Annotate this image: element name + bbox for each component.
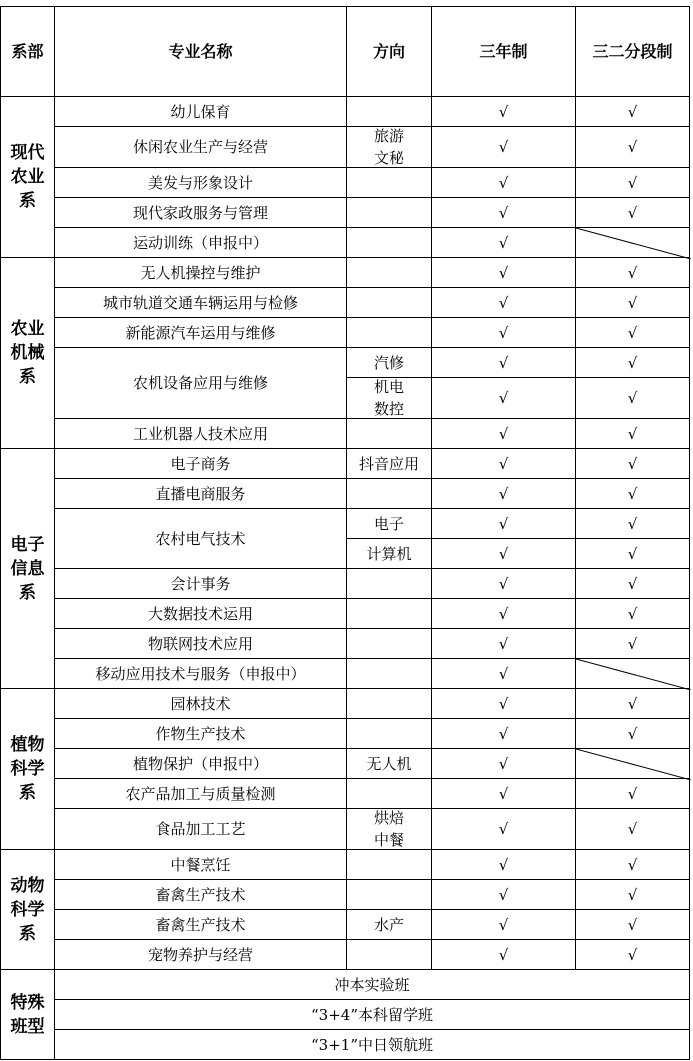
major-name: 电子商务: [54, 448, 347, 479]
three-year-check: √: [431, 347, 576, 378]
special-class-row: 冲本实验班: [54, 969, 690, 1000]
three-year-check: √: [431, 478, 576, 509]
three-two-check: √: [575, 377, 690, 419]
three-two-check: √: [575, 508, 690, 539]
major-name: 美发与形象设计: [54, 167, 347, 198]
dept-cell: 特殊 班型: [0, 969, 55, 1060]
direction-cell: [346, 658, 432, 689]
three-year-check: √: [431, 257, 576, 288]
three-year-check: √: [431, 418, 576, 449]
direction-cell: [346, 688, 432, 719]
three-two-check: √: [575, 598, 690, 629]
direction-cell: [346, 167, 432, 198]
three-two-na-cell: [575, 227, 690, 258]
three-year-check: √: [431, 538, 576, 569]
major-name: 宠物养护与经营: [54, 939, 347, 970]
dept-cell: 现代 农业 系: [0, 96, 55, 258]
major-name: 休闲农业生产与经营: [54, 126, 347, 168]
header-three-two: 三二分段制: [575, 6, 690, 97]
major-name: 现代家政服务与管理: [54, 197, 347, 228]
three-two-check: √: [575, 418, 690, 449]
three-year-check: √: [431, 718, 576, 749]
direction-cell: [346, 778, 432, 809]
three-two-check: √: [575, 538, 690, 569]
three-year-check: √: [431, 508, 576, 539]
three-year-check: √: [431, 317, 576, 348]
direction-cell: 汽修: [346, 347, 432, 378]
three-two-check: √: [575, 688, 690, 719]
three-year-check: √: [431, 778, 576, 809]
direction-cell: [346, 257, 432, 288]
direction-cell: 电子: [346, 508, 432, 539]
major-name: 新能源汽车运用与维修: [54, 317, 347, 348]
major-name: 植物保护（申报中）: [54, 748, 347, 779]
major-name: 幼儿保育: [54, 96, 347, 127]
three-year-check: √: [431, 688, 576, 719]
three-two-check: √: [575, 478, 690, 509]
three-year-check: √: [431, 227, 576, 258]
diagonal-slash: [576, 749, 691, 780]
major-name: 农产品加工与质量检测: [54, 778, 347, 809]
three-year-check: √: [431, 568, 576, 599]
dept-cell: 农业 机械 系: [0, 257, 55, 449]
three-two-na-cell: [575, 658, 690, 689]
direction-cell: [346, 96, 432, 127]
major-name: 移动应用技术与服务（申报中）: [54, 658, 347, 689]
direction-cell: 机电 数控: [346, 377, 432, 419]
three-year-check: √: [431, 126, 576, 168]
three-two-check: √: [575, 448, 690, 479]
three-two-check: √: [575, 628, 690, 659]
major-name: 运动训练（申报中）: [54, 227, 347, 258]
header-major: 专业名称: [54, 6, 347, 97]
direction-cell: 旅游 文秘: [346, 126, 432, 168]
major-name: 会计事务: [54, 568, 347, 599]
major-name: 食品加工工艺: [54, 808, 347, 850]
direction-cell: 水产: [346, 909, 432, 940]
direction-cell: [346, 598, 432, 629]
header-three-year: 三年制: [431, 6, 576, 97]
direction-cell: [346, 628, 432, 659]
direction-cell: [346, 849, 432, 880]
direction-cell: 计算机: [346, 538, 432, 569]
three-two-check: √: [575, 849, 690, 880]
major-name: 工业机器人技术应用: [54, 418, 347, 449]
direction-cell: [346, 317, 432, 348]
direction-cell: 无人机: [346, 748, 432, 779]
three-two-check: √: [575, 257, 690, 288]
major-name: 农机设备应用与维修: [54, 347, 347, 419]
three-year-check: √: [431, 808, 576, 850]
direction-cell: [346, 718, 432, 749]
three-two-na-cell: [575, 748, 690, 779]
three-two-check: √: [575, 808, 690, 850]
direction-cell: [346, 287, 432, 318]
dept-cell: 动物 科学 系: [0, 849, 55, 970]
three-two-check: √: [575, 347, 690, 378]
diagonal-slash: [576, 228, 691, 259]
dept-cell: 电子 信息 系: [0, 448, 55, 689]
three-two-check: √: [575, 287, 690, 318]
header-dept: 系部: [0, 6, 55, 97]
three-two-check: √: [575, 96, 690, 127]
three-year-check: √: [431, 167, 576, 198]
three-two-check: √: [575, 568, 690, 599]
major-name: 中餐烹饪: [54, 849, 347, 880]
major-name: 城市轨道交通车辆运用与检修: [54, 287, 347, 318]
major-name: 直播电商服务: [54, 478, 347, 509]
major-name: 物联网技术应用: [54, 628, 347, 659]
direction-cell: [346, 939, 432, 970]
three-two-check: √: [575, 167, 690, 198]
major-name: 农村电气技术: [54, 508, 347, 569]
direction-cell: [346, 227, 432, 258]
dept-cell: 植物 科学 系: [0, 688, 55, 850]
three-two-check: √: [575, 879, 690, 910]
direction-cell: 抖音应用: [346, 448, 432, 479]
major-name: 无人机操控与维护: [54, 257, 347, 288]
three-year-check: √: [431, 939, 576, 970]
direction-cell: [346, 568, 432, 599]
three-two-check: √: [575, 317, 690, 348]
special-class-row: “3+1”中日领航班: [54, 1029, 690, 1060]
three-two-check: √: [575, 909, 690, 940]
direction-cell: [346, 418, 432, 449]
three-year-check: √: [431, 879, 576, 910]
direction-cell: [346, 879, 432, 910]
three-year-check: √: [431, 658, 576, 689]
three-year-check: √: [431, 909, 576, 940]
three-year-check: √: [431, 849, 576, 880]
three-year-check: √: [431, 448, 576, 479]
three-year-check: √: [431, 287, 576, 318]
direction-cell: [346, 197, 432, 228]
three-year-check: √: [431, 628, 576, 659]
major-name: 畜禽生产技术: [54, 909, 347, 940]
major-name: 园林技术: [54, 688, 347, 719]
special-class-row: “3+4”本科留学班: [54, 999, 690, 1030]
three-year-check: √: [431, 197, 576, 228]
three-two-check: √: [575, 126, 690, 168]
three-two-check: √: [575, 197, 690, 228]
diagonal-slash: [576, 659, 691, 690]
three-year-check: √: [431, 96, 576, 127]
direction-cell: 烘焙 中餐: [346, 808, 432, 850]
major-name: 大数据技术运用: [54, 598, 347, 629]
three-two-check: √: [575, 939, 690, 970]
three-two-check: √: [575, 778, 690, 809]
three-two-check: √: [575, 718, 690, 749]
three-year-check: √: [431, 598, 576, 629]
three-year-check: √: [431, 377, 576, 419]
three-year-check: √: [431, 748, 576, 779]
major-name: 作物生产技术: [54, 718, 347, 749]
major-name: 畜禽生产技术: [54, 879, 347, 910]
header-direction: 方向: [346, 6, 432, 97]
direction-cell: [346, 478, 432, 509]
